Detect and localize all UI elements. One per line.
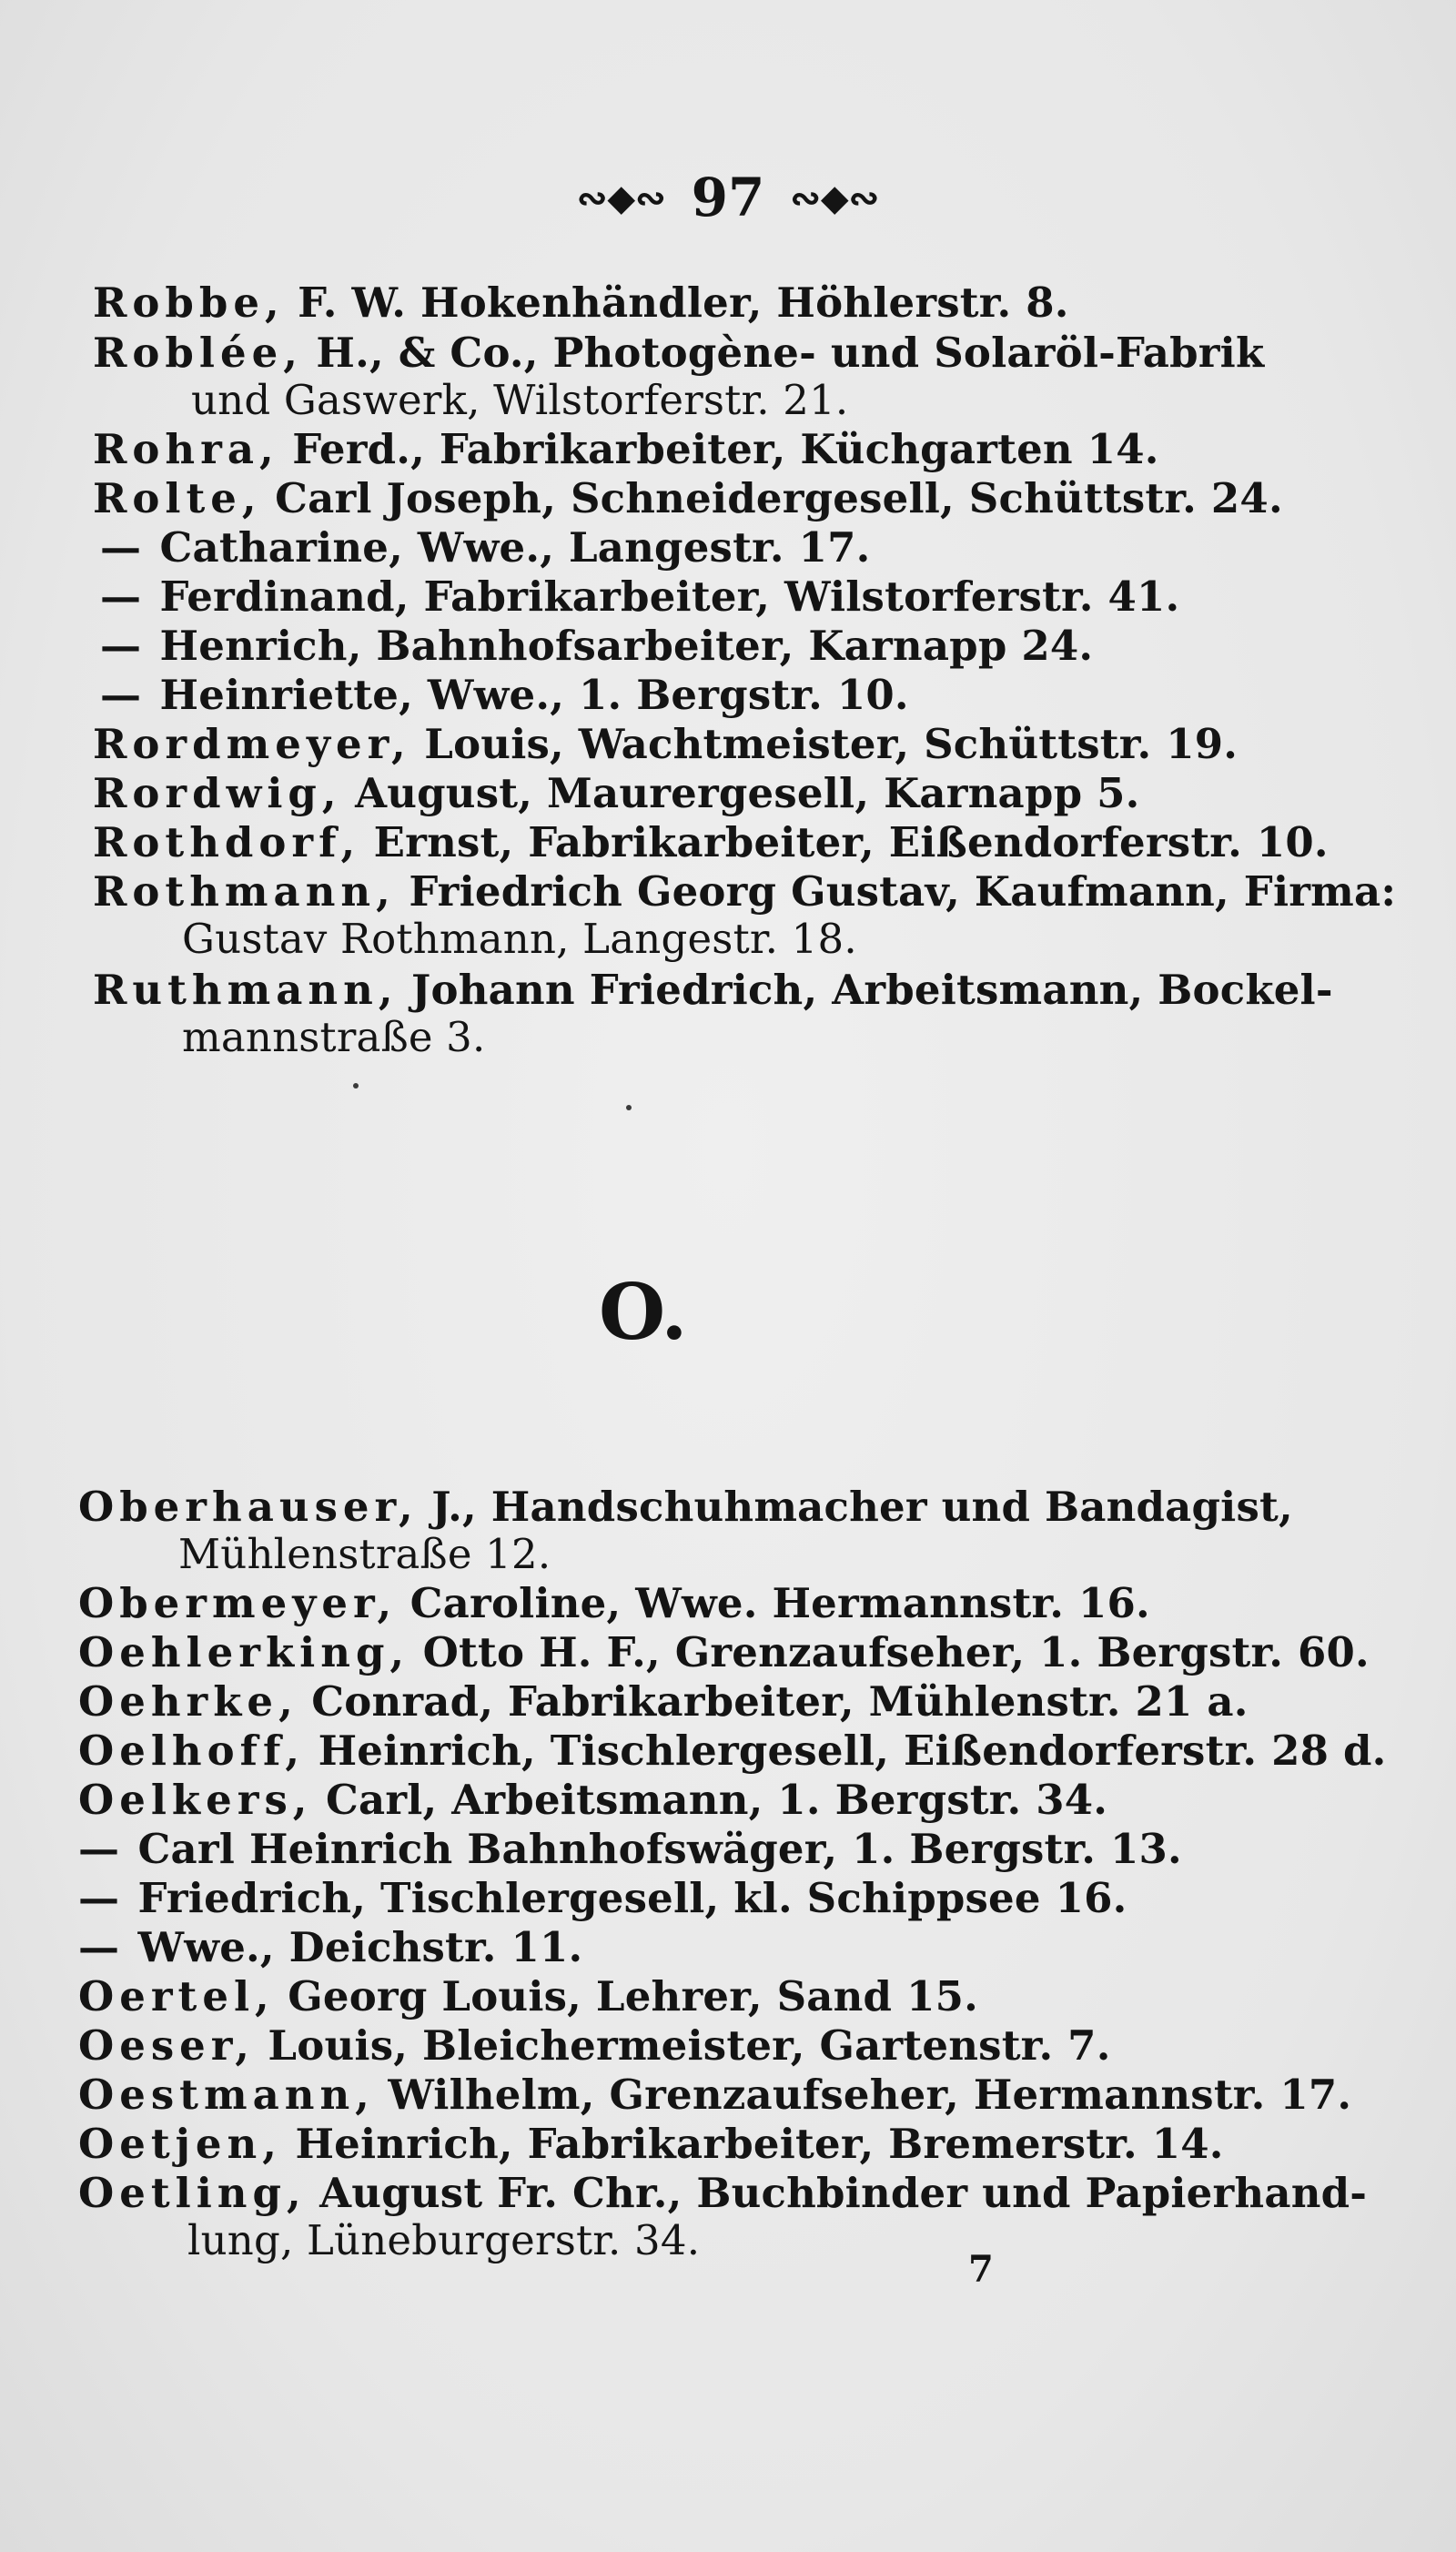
entry-details: F. W. Hokenhändler, Höhlerstr. 8. xyxy=(298,278,1069,327)
list-item xyxy=(78,2020,1111,2071)
entry-details: Heinrich, Fabrikarbeiter, Bremerstr. 14. xyxy=(295,2120,1224,2168)
entry-surname: Oeser, xyxy=(78,2021,255,2070)
entry-surname: Oelhoff, xyxy=(78,1727,306,1775)
entry-details: Louis, Wachtmeister, Schüttstr. 19. xyxy=(424,720,1239,768)
list-item xyxy=(78,1482,1293,1533)
entry-dash: — xyxy=(78,1874,125,1922)
ornament-right-icon: ∾◆∾ xyxy=(790,176,880,219)
entry-surname: Ruthmann, xyxy=(93,966,399,1014)
list-item xyxy=(78,1775,1107,1826)
entry-details: Carl Heinrich Bahnhofswäger, 1. Bergstr. 13. xyxy=(137,1825,1182,1873)
entry-surname: Robbe, xyxy=(93,278,285,327)
entry-details: Catharine, Wwe., Langestr. 17. xyxy=(159,523,871,572)
list-item xyxy=(78,1873,1127,1924)
entry-details: Carl, Arbeitsmann, 1. Bergstr. 34. xyxy=(325,1776,1108,1824)
list-item xyxy=(100,621,1093,672)
entry-continuation: lung, Lüneburgerstr. 34. xyxy=(187,2216,701,2264)
entry-details: Henrich, Bahnhofsarbeiter, Karnapp 24. xyxy=(159,622,1094,670)
entry-dash: — xyxy=(100,523,147,572)
list-item xyxy=(78,1824,1182,1875)
entry-details: Ferd., Fabrikarbeiter, Küchgarten 14. xyxy=(292,425,1159,473)
entry-continuation: Gustav Rothmann, Langestr. 18. xyxy=(182,915,857,963)
entry-surname: Rothmann, xyxy=(93,867,396,916)
entry-details: H., & Co., Photogène- und Solaröl-Fabrik xyxy=(316,329,1265,377)
entry-dash: — xyxy=(78,1923,125,1971)
entry-details: Johann Friedrich, Arbeitsmann, Bockel- xyxy=(411,966,1333,1014)
print-speck xyxy=(353,1083,359,1089)
entry-details: Carl Joseph, Schneidergesell, Schüttstr. 24. xyxy=(275,474,1283,522)
entry-dash: — xyxy=(100,622,147,670)
entry-continuation: mannstraße 3. xyxy=(182,1013,486,1061)
entry-dash: — xyxy=(100,572,147,621)
entry-details: Wwe., Deichstr. 11. xyxy=(137,1923,583,1971)
entry-dash: — xyxy=(78,1825,125,1873)
entry-details: Otto H. F., Grenzaufseher, 1. Bergstr. 60. xyxy=(422,1628,1370,1676)
page-number: 97 xyxy=(691,167,765,228)
entry-surname: Oberhauser, xyxy=(78,1483,419,1531)
list-item xyxy=(93,473,1283,524)
entry-surname: Oehrke, xyxy=(78,1677,298,1726)
entry-surname: Oestmann, xyxy=(78,2071,375,2119)
list-item xyxy=(78,2070,1351,2121)
entry-details: Friedrich, Tischlergesell, kl. Schippsee 16. xyxy=(137,1874,1127,1922)
entry-surname: Oetling, xyxy=(78,2169,307,2217)
signature-mark: 7 xyxy=(968,2248,994,2291)
entry-continuation: und Gaswerk, Wilstorferstr. 21. xyxy=(191,376,849,424)
list-item xyxy=(93,424,1159,475)
entry-surname: Oehlerking, xyxy=(78,1628,410,1676)
entry-details: Heinrich, Tischlergesell, Eißendorferstr. 28 d. xyxy=(318,1727,1387,1775)
list-item xyxy=(78,2119,1224,2170)
ornament-left-icon: ∾◆∾ xyxy=(576,176,666,219)
entry-dash: — xyxy=(100,671,147,719)
entry-surname: Obermeyer, xyxy=(78,1579,398,1627)
section-heading: O. xyxy=(599,1267,688,1357)
entry-details: Caroline, Wwe. Hermannstr. 16. xyxy=(410,1579,1150,1627)
list-item xyxy=(78,1578,1150,1629)
entry-details: Heinriette, Wwe., 1. Bergstr. 10. xyxy=(159,671,909,719)
list-item xyxy=(93,328,1264,379)
entry-surname: Rolte, xyxy=(93,474,262,522)
entry-details: Ernst, Fabrikarbeiter, Eißendorferstr. 10. xyxy=(373,818,1329,866)
entry-details: August Fr. Chr., Buchbinder und Papierhand- xyxy=(319,2169,1368,2217)
entry-surname: Oelkers, xyxy=(78,1776,313,1824)
print-speck xyxy=(626,1105,632,1110)
list-item xyxy=(100,522,870,573)
entry-details: Louis, Bleichermeister, Gartenstr. 7. xyxy=(268,2021,1111,2070)
page-header xyxy=(0,162,1456,228)
list-item xyxy=(100,670,909,721)
list-item xyxy=(78,2168,1367,2219)
entry-surname: Oetjen, xyxy=(78,2120,282,2168)
entry-details: August, Maurergesell, Karnapp 5. xyxy=(355,769,1140,817)
entry-surname: Rohra, xyxy=(93,425,279,473)
list-item xyxy=(93,817,1329,868)
entry-surname: Roblée, xyxy=(93,329,303,377)
entry-details: Conrad, Fabrikarbeiter, Mühlenstr. 21 a. xyxy=(311,1677,1249,1726)
list-item xyxy=(78,1726,1387,1777)
entry-details: Ferdinand, Fabrikarbeiter, Wilstorferstr. 41. xyxy=(159,572,1180,621)
list-item xyxy=(93,768,1140,819)
list-item xyxy=(100,572,1179,623)
entry-details: Georg Louis, Lehrer, Sand 15. xyxy=(288,1972,978,2020)
entry-continuation: Mühlenstraße 12. xyxy=(178,1530,551,1578)
list-item xyxy=(93,719,1238,770)
list-item xyxy=(93,965,1333,1016)
entry-surname: Rordwig, xyxy=(93,769,342,817)
entry-surname: Rothdorf, xyxy=(93,818,361,866)
list-item xyxy=(78,1971,978,2022)
entry-details: Wilhelm, Grenzaufseher, Hermannstr. 17. xyxy=(388,2071,1352,2119)
entry-details: Friedrich Georg Gustav, Kaufmann, Firma: xyxy=(409,867,1397,916)
entry-details: J., Handschuhmacher und Bandagist, xyxy=(431,1483,1293,1531)
list-item xyxy=(78,1922,582,1973)
entry-surname: Rordmeyer, xyxy=(93,720,411,768)
list-item xyxy=(78,1627,1370,1678)
list-item xyxy=(78,1676,1249,1727)
list-item xyxy=(93,866,1396,917)
list-item xyxy=(93,278,1069,329)
entry-surname: Oertel, xyxy=(78,1972,275,2020)
